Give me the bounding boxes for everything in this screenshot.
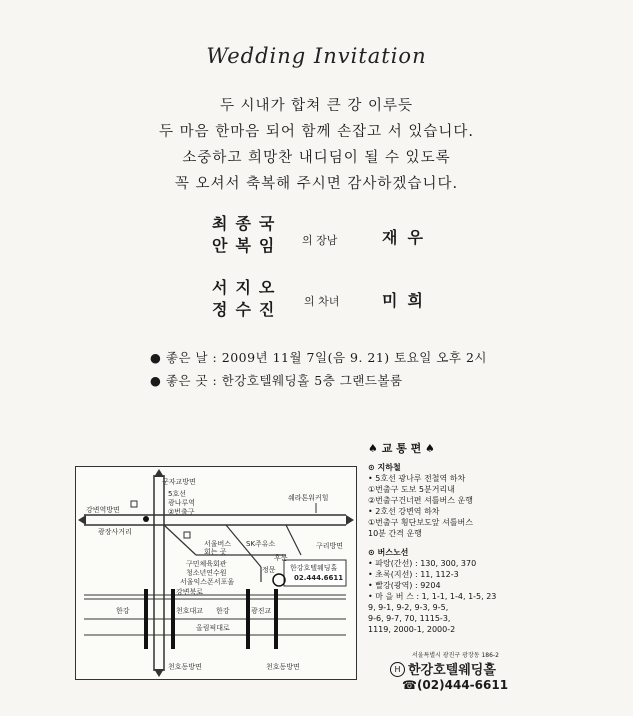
map-label-olympic: 올림픽대로 [196, 624, 230, 632]
transit-heading: ♠ 교 통 편 ♠ [368, 442, 435, 455]
subway-line: ①번출구 도보 5분거리내 [368, 485, 455, 494]
bus-line: • 마 을 버 스 : 1, 1-1, 1-4, 1-5, 23 [368, 592, 497, 601]
map-label-line5: 5호선 [168, 490, 186, 498]
invitation-title: Wedding Invitation [206, 44, 427, 68]
map-label-walkerhill: 쉐라톤워커힐 [288, 494, 329, 502]
map-label-river-road: 강변북로 [176, 588, 204, 596]
groom-father: 최종국 [212, 214, 283, 233]
bride-name: 미희 [382, 291, 433, 310]
map-label-sk: SK주유소 [246, 540, 276, 548]
subway-line: 10분 간격 운행 [368, 529, 422, 538]
groom-mother: 안복임 [212, 236, 283, 255]
map-label-school: 서울익스폰서포울 [180, 578, 235, 586]
hotel-footer [390, 650, 508, 692]
bus-line: • 빨강(광역) : 9204 [368, 581, 441, 590]
groom-parents [212, 213, 282, 257]
hotel-logo-icon: H [390, 662, 405, 677]
subway-line: ①번출구 횡단보도앞 셔틀버스 [368, 518, 473, 527]
poem-line: 꼭 오셔서 축복해 주시면 감사하겠습니다. [174, 176, 459, 192]
bride-father: 서지오 [212, 278, 283, 297]
map-label-exit2: ②번출구 [168, 508, 195, 516]
subway-line: • 2호선 강변역 하차 [368, 507, 440, 516]
map-label-gym: 구민체육회관 [186, 560, 227, 568]
bus-line: 9-6, 9-7, 70, 1115-3, [368, 614, 451, 623]
bride-mother: 정수진 [212, 300, 283, 319]
map-label-hangang-mid: 한강 [216, 607, 230, 615]
hotel-address: 서울특별시 광진구 광장동 186-2 [412, 652, 499, 659]
groom-relation: 의 장남 [302, 234, 338, 247]
map-label-shuttle-stop: 회는 곳 [204, 548, 227, 556]
invitation-poem [0, 93, 633, 197]
map-label-north: 군자교방면 [162, 478, 196, 486]
map-label-intersection: 광장사거리 [98, 528, 132, 536]
hotel-phone: ☎(02)444-6611 [402, 678, 509, 692]
map-label-hotel-tel: 02.444.6611 [294, 574, 344, 582]
subway-line: • 5호선 광나루 전철역 하차 [368, 474, 466, 483]
bus-heading: ⊙ 버스노선 [368, 548, 409, 557]
map-label-gangbyeon: 강변역방면 [86, 506, 120, 514]
subway-line: ②번출구건너편 셔틀버스 운행 [368, 496, 473, 505]
bus-line: 9, 9-1, 9-2, 9-3, 9-5, [368, 603, 449, 612]
bride-parents [212, 277, 282, 321]
bus-line: • 파랑(간선) : 130, 300, 370 [368, 559, 477, 568]
poem-line: 두 마음 한마음 되어 함께 손잡고 서 있습니다. [159, 124, 474, 140]
map-label-south-left: 천호동방면 [168, 663, 202, 671]
map-label-shuttle: 서울버스 [204, 540, 232, 548]
map-label-gwangnaru: 광나루역 [168, 499, 196, 507]
map-label-south-right: 천호동방면 [266, 663, 300, 671]
map-label-back: 후문 [274, 554, 288, 562]
hotel-name: 한강호텔웨딩홀 [408, 663, 496, 678]
poem-line: 두 시내가 합쳐 큰 강 이루듯 [219, 98, 414, 114]
poem-line: 소중하고 희망찬 내디딤이 될 수 있도록 [182, 150, 451, 166]
map-label-guri: 구리방면 [316, 542, 344, 550]
wedding-date: ● 좋은 날 : 2009년 11월 7일(음 9. 21) 토요일 오후 2시 [150, 350, 488, 365]
map-label-bridge: 천호대교 [176, 607, 204, 615]
wedding-place: ● 좋은 곳 : 한강호텔웨딩홀 5층 그랜드볼룸 [150, 373, 403, 388]
map-label-hangang-left: 한강 [116, 607, 130, 615]
bride-relation: 의 차녀 [304, 295, 340, 308]
bus-line: 1119, 2000-1, 2000-2 [368, 625, 456, 634]
location-map [75, 466, 357, 680]
map-label-youth: 청소년연수원 [186, 569, 227, 577]
map-label-gate: 정문 [262, 566, 276, 574]
map-label-hotel: 한강호텔웨딩홀 [290, 564, 338, 572]
groom-name: 재우 [382, 228, 433, 247]
bus-line: • 초록(지선) : 11, 112-3 [368, 570, 459, 579]
map-label-gwangjingyo: 광진교 [251, 607, 272, 615]
subway-heading: ⊙ 지하철 [368, 463, 401, 472]
transit-info [368, 440, 568, 635]
